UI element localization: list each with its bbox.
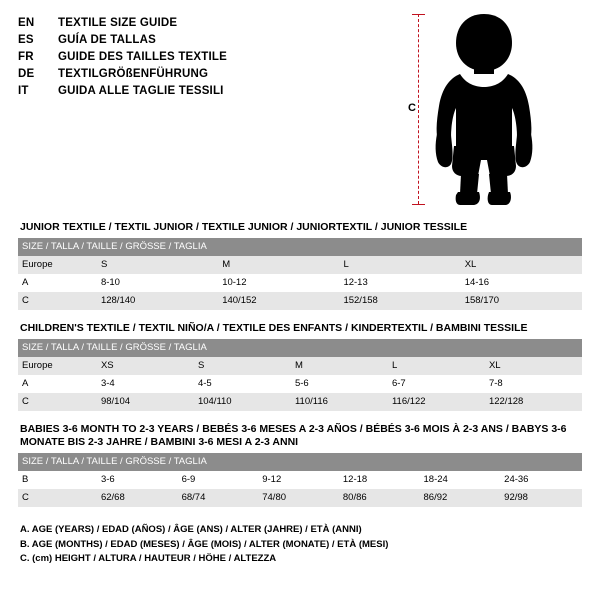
table-cell: 92/98: [500, 489, 582, 507]
height-measure-line: [418, 14, 419, 204]
height-tick-top: [412, 14, 425, 15]
table-row: [18, 471, 582, 489]
language-code: IT: [18, 85, 29, 97]
language-title-list: [18, 14, 338, 98]
table-row: [18, 292, 582, 310]
table-cell: 86/92: [420, 489, 501, 507]
child-silhouette-icon: [430, 14, 538, 211]
language-code: EN: [18, 17, 35, 29]
band-label: SIZE / TALLA / TAILLE / GRÖSSE / TAGLIA: [22, 342, 207, 353]
babies-size-table: [18, 453, 582, 507]
legend-line-b: B. AGE (MONTHS) / EDAD (MESES) / ÂGE (MOIS) / ALTER (MONATE) / ETÀ (MESI): [20, 538, 389, 550]
height-diagram: [408, 14, 538, 204]
row-label: C: [18, 393, 97, 411]
table-cell: 5-6: [291, 375, 388, 393]
table-cell: 14-16: [461, 274, 582, 292]
size-header-cell: XS: [97, 357, 194, 375]
language-title: GUÍA DE TALLAS: [58, 34, 156, 46]
table-cell: 98/104: [97, 393, 194, 411]
table-cell: 140/152: [218, 292, 339, 310]
table-cell: 6-7: [388, 375, 485, 393]
size-header-cell: S: [194, 357, 291, 375]
section-title: BABIES 3-6 MONTH TO 2-3 YEARS / BEBÉS 3-6 MESES A 2-3 AÑOS / BÉBÉS 3-6 MOIS À 2-3 ANS / BABYS 3-6 MONATE BIS 2-3 JAHRE / BAMBINI 3-6 MESI A 2-3 ANNI: [20, 423, 567, 448]
row-label: B: [18, 471, 97, 489]
table-row: [18, 393, 582, 411]
table-header-row: [18, 357, 582, 375]
table-cell: 4-5: [194, 375, 291, 393]
legend-line-c: C. (cm) HEIGHT / ALTURA / HAUTEUR / HÖHE / ALTEZZA: [20, 553, 277, 564]
table-cell: 3-6: [97, 471, 178, 489]
table-cell: 8-10: [97, 274, 218, 292]
table-cell: 3-4: [97, 375, 194, 393]
column-header-europe: Europe: [18, 256, 97, 274]
section-title: JUNIOR TEXTILE / TEXTIL JUNIOR / TEXTILE JUNIOR / JUNIORTEXTIL / JUNIOR TESSILE: [20, 221, 468, 233]
figure-area: [338, 14, 582, 209]
language-code: DE: [18, 68, 35, 80]
row-label: C: [18, 292, 97, 310]
section-title: CHILDREN'S TEXTILE / TEXTIL NIÑO/A / TEXTILE DES ENFANTS / KINDERTEXTIL / BAMBINI TESSILE: [20, 322, 528, 334]
table-header-row: [18, 256, 582, 274]
band-label: SIZE / TALLA / TAILLE / GRÖSSE / TAGLIA: [22, 456, 207, 467]
table-cell: 158/170: [461, 292, 582, 310]
table-cell: 122/128: [485, 393, 582, 411]
language-code: FR: [18, 51, 34, 63]
language-title: TEXTILE SIZE GUIDE: [58, 17, 178, 29]
size-header-cell: XL: [461, 256, 582, 274]
size-header-cell: L: [339, 256, 460, 274]
column-header-europe: Europe: [18, 357, 97, 375]
table-cell: 128/140: [97, 292, 218, 310]
band-label: SIZE / TALLA / TAILLE / GRÖSSE / TAGLIA: [22, 241, 207, 252]
table-band-row: [18, 238, 582, 256]
table-cell: 116/122: [388, 393, 485, 411]
language-code: ES: [18, 34, 34, 46]
row-label: A: [18, 274, 97, 292]
size-header-cell: M: [291, 357, 388, 375]
children-size-table: [18, 339, 582, 411]
table-cell: 80/86: [339, 489, 420, 507]
table-cell: 62/68: [97, 489, 178, 507]
table-cell: 7-8: [485, 375, 582, 393]
section-junior: [18, 221, 582, 310]
size-header-cell: XL: [485, 357, 582, 375]
language-row: [18, 33, 338, 47]
table-cell: 74/80: [258, 489, 339, 507]
table-band-row: [18, 339, 582, 357]
language-title: GUIDE DES TAILLES TEXTILE: [58, 51, 227, 63]
table-row: [18, 274, 582, 292]
table-cell: 18-24: [420, 471, 501, 489]
language-title: TEXTILGRÖßENFÜHRUNG: [58, 68, 209, 80]
language-row: [18, 50, 338, 64]
size-header-cell: S: [97, 256, 218, 274]
table-cell: 152/158: [339, 292, 460, 310]
language-row: [18, 84, 338, 98]
table-cell: 6-9: [178, 471, 259, 489]
table-cell: 10-12: [218, 274, 339, 292]
table-row: [18, 375, 582, 393]
size-header-cell: L: [388, 357, 485, 375]
table-cell: 12-18: [339, 471, 420, 489]
table-band-row: [18, 453, 582, 471]
table-cell: 9-12: [258, 471, 339, 489]
row-label: A: [18, 375, 97, 393]
section-babies: [18, 423, 582, 507]
table-cell: 104/110: [194, 393, 291, 411]
junior-size-table: [18, 238, 582, 310]
size-header-cell: M: [218, 256, 339, 274]
height-measure-label: C: [408, 102, 416, 114]
legend: [18, 523, 582, 566]
table-cell: 12-13: [339, 274, 460, 292]
table-cell: 24-36: [500, 471, 582, 489]
table-cell: 68/74: [178, 489, 259, 507]
legend-line-a: A. AGE (YEARS) / EDAD (AÑOS) / ÂGE (ANS) / ALTER (JAHRE) / ETÀ (ANNI): [20, 524, 362, 535]
table-row: [18, 489, 582, 507]
height-tick-bottom: [412, 204, 425, 205]
language-row: [18, 16, 338, 30]
table-cell: 110/116: [291, 393, 388, 411]
section-children: [18, 322, 582, 411]
header: [18, 14, 582, 209]
language-row: [18, 67, 338, 81]
row-label: C: [18, 489, 97, 507]
language-title: GUIDA ALLE TAGLIE TESSILI: [58, 85, 224, 97]
